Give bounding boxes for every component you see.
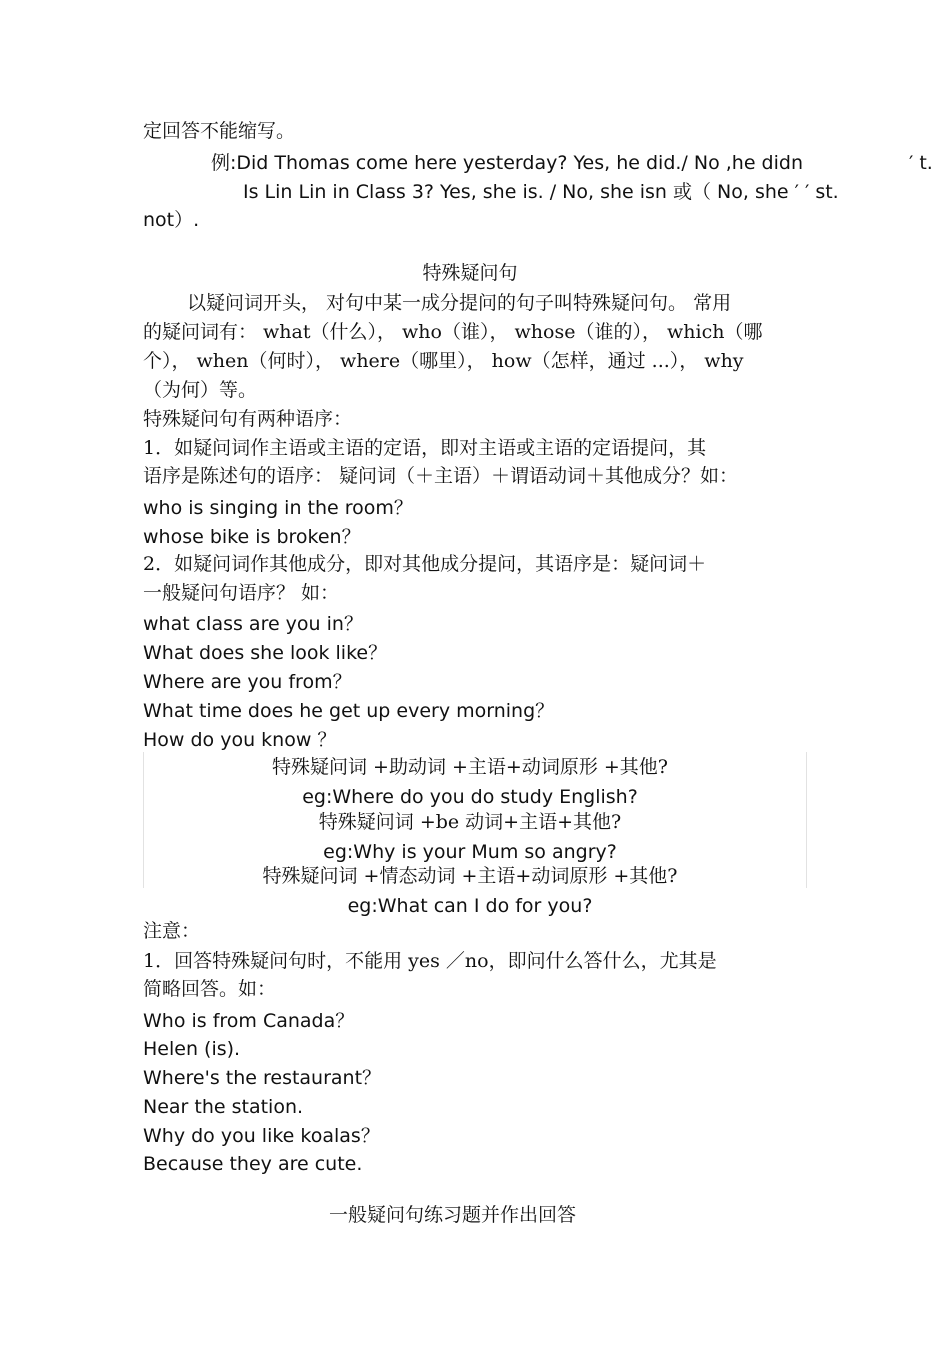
example-sentence: whose bike is broken？	[143, 526, 361, 548]
note-line: 1．回答特殊疑问句时，不能用 yes ／no，即问什么答什么，尤其是	[143, 950, 717, 972]
example-line: 例:Did Thomas come here yesterday? Yes, he did./ No ,he didn	[211, 152, 803, 174]
formula-line: 特殊疑问词 +情态动词 +主语+动词原形 +其他?	[262, 865, 678, 887]
note-heading: 注意：	[143, 920, 201, 942]
formula-example: eg:Where do you do study English?	[302, 786, 638, 808]
example-sentence: Why do you like koalas？	[143, 1125, 380, 1147]
paragraph-line: （为何）等。	[143, 379, 258, 401]
text-line: not）.	[143, 209, 200, 231]
formula-example: eg:Why is your Mum so angry?	[323, 841, 617, 863]
example-sentence: Near the station.	[143, 1096, 304, 1118]
example-sentence: Who is from Canada？	[143, 1010, 355, 1032]
note-line: 简略回答。如：	[143, 978, 277, 1000]
example-sentence: who is singing in the room？	[143, 497, 413, 519]
example-sentence: What time does he get up every morning？	[143, 700, 555, 722]
formula-line: 特殊疑问词 +be 动词+主语+其他?	[318, 811, 622, 833]
example-sentence: Where's the restaurant？	[143, 1067, 382, 1089]
rule-line: 2．如疑问词作其他成分，即对其他成分提问，其语序是：疑问词＋	[143, 553, 707, 575]
example-sentence: Because they are cute.	[143, 1153, 363, 1175]
paragraph-line: 的疑问词有： what（什么）， who（谁）， whose（谁的）， which（哪	[143, 321, 763, 343]
example-line: Is Lin Lin in Class 3? Yes, she is. / No, she isn 或（ No, she ′ ′ st.	[243, 181, 839, 203]
example-line-tail: ′ t.	[909, 152, 933, 174]
rule-line: 一般疑问句语序？ 如：	[143, 582, 340, 604]
subheading: 特殊疑问句有两种语序：	[143, 408, 353, 430]
formula-example: eg:What can I do for you?	[347, 895, 593, 917]
rule-line: 语序是陈述句的语序： 疑问词（＋主语）＋谓语动词＋其他成分？如：	[143, 465, 739, 487]
section-title: 特殊疑问句	[422, 262, 518, 284]
formula-line: 特殊疑问词 +助动词 +主语+动词原形 +其他?	[272, 756, 668, 778]
paragraph-line: 个）， when（何时）， where（哪里）， how（怎样，通过 ...）， why	[143, 350, 744, 372]
paragraph-line: 以疑问词开头， 对句中某一成分提问的句子叫特殊疑问句。 常用	[187, 292, 732, 314]
example-sentence: Where are you from？	[143, 671, 352, 693]
example-sentence: what class are you in？	[143, 613, 363, 635]
section-title: 一般疑问句练习题并作出回答	[329, 1204, 577, 1226]
example-sentence: How do you know ？	[143, 729, 337, 751]
text-line: 定回答不能缩写。	[143, 120, 296, 142]
example-sentence: What does she look like？	[143, 642, 388, 664]
rule-line: 1．如疑问词作主语或主语的定语，即对主语或主语的定语提问，其	[143, 437, 707, 459]
example-sentence: Helen (is).	[143, 1038, 241, 1060]
